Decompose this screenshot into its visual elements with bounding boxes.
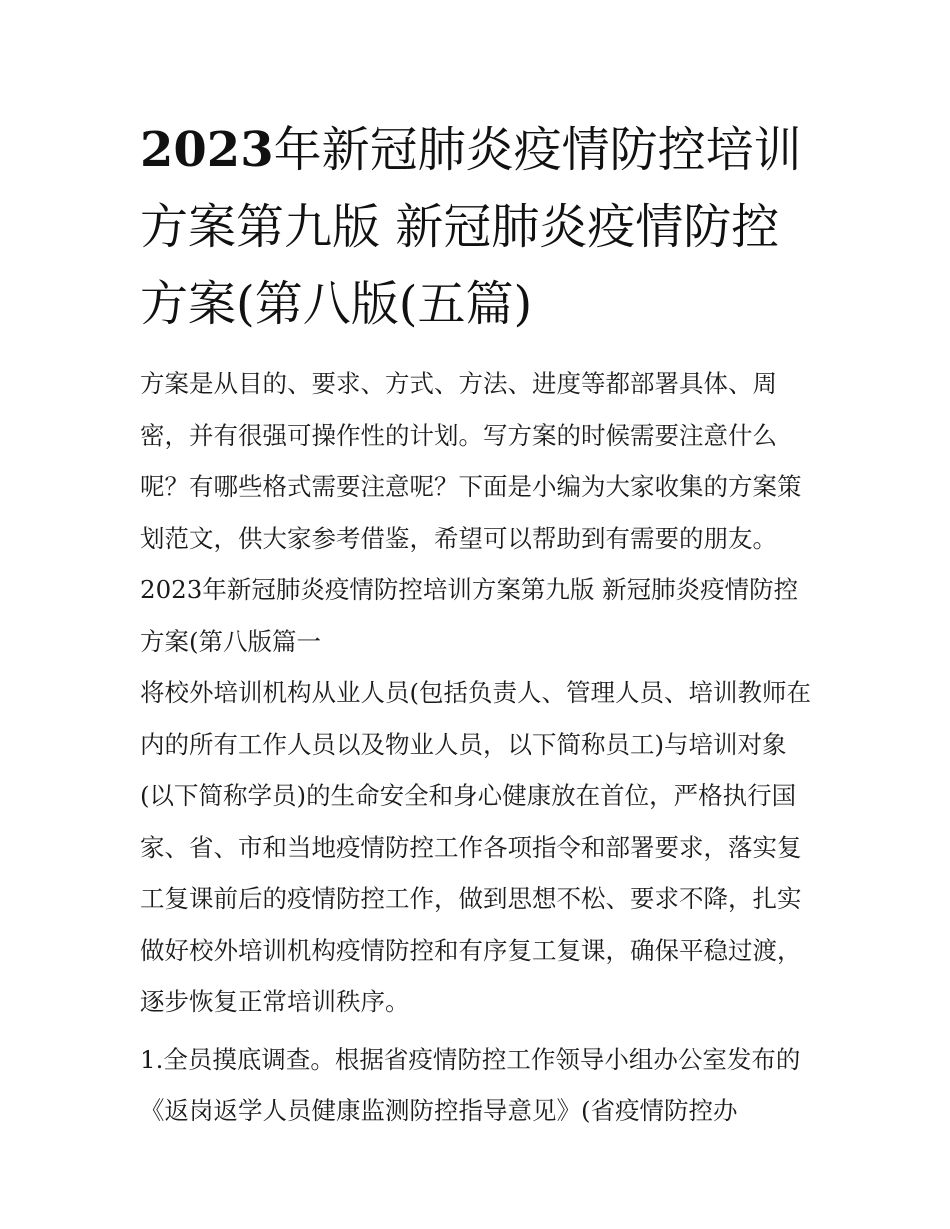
- document-title: [140, 112, 812, 343]
- intro-paragraph: 方案是从目的、要求、方式、方法、进度等都部署具体、周密，并有很强可操作性的计划。写方案的时候需要注意什么呢？有哪些格式需要注意呢？下面是小编为大家收集的方案策划范文，供大家参考借鉴，希望可以帮助到有需要的朋友。: [140, 369, 802, 553]
- section-heading: 2023年新冠肺炎疫情防控培训方案第九版 新冠肺炎疫情防控方案(第八版篇一: [140, 575, 799, 656]
- list-item-paragraph: 1.全员摸底调查。根据省疫情防控工作领导小组办公室发布的《返岗返学人员健康监测防控指导意见》(省疫情防控办: [140, 1044, 801, 1125]
- title-year: 2023: [140, 122, 274, 178]
- body-paragraph: 将校外培训机构从业人员(包括负责人、管理人员、培训教师在内的所有工作人员以及物业人员，以下简称员工)与培训对象(以下简称学员)的生命安全和身心健康放在首位，严格执行国家、省、市和当地疫情防控工作各项指令和部署要求，落实复工复课前后的疫情防控工作，做到思想不松、要求不降，扎实做好校外培训机构疫情防控和有序复工复课，确保平稳过渡，逐步恢复正常培训秩序。: [140, 678, 812, 1016]
- document-body: [140, 358, 815, 1137]
- title-text: 年新冠肺炎疫情防控培训方案第九版 新冠肺炎疫情防控方案(第八版(五篇): [140, 122, 802, 332]
